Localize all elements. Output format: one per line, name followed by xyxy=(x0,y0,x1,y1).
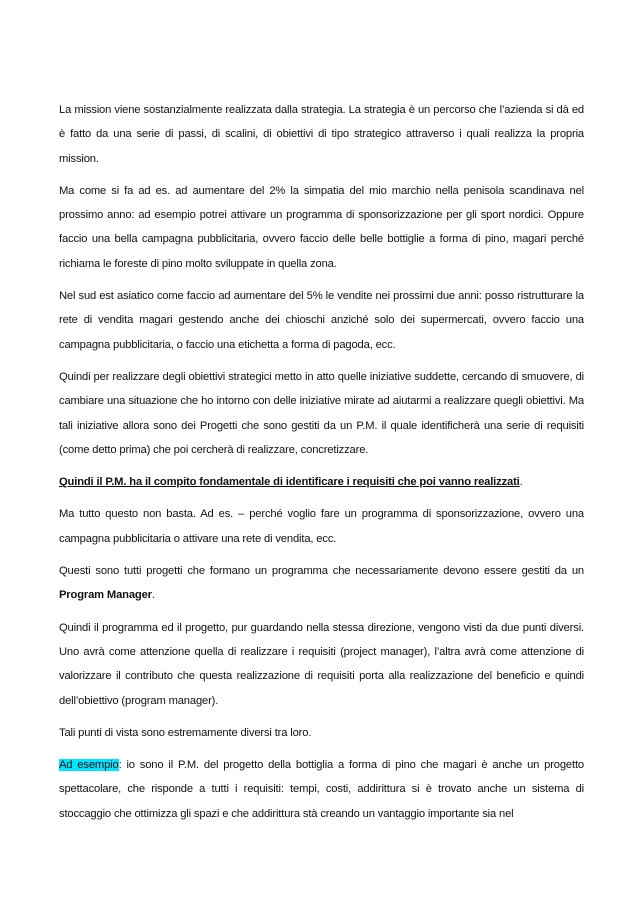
document-page xyxy=(59,98,584,834)
paragraph-1: La mission viene sostanzialmente realizzata dalla strategia. La strategia è un percorso che l’azienda si dà ed è fatto da una serie di passi, di scalini, di obiettivi di tipo strategico attraverso i quali realizza la propria mission. xyxy=(59,104,584,165)
paragraph-6: Ma tutto questo non basta. Ad es. – perché voglio fare un programma di sponsorizzazione, ovvero una campagna pubblicitaria o attivare una rete di vendita, ecc. xyxy=(59,508,584,545)
paragraph-5-end: . xyxy=(519,476,523,489)
paragraph-7 xyxy=(59,559,584,608)
paragraph-4: Quindi per realizzare degli obiettivi strategici metto in atto quelle iniziative suddette, cercando di smuovere, di cambiare una situazione che ho intorno con delle iniziative mirate ad aiutarmi a realizzare quegli obiettivi. Ma tali iniziative allora sono dei Progetti che sono gestiti da un P.M. il quale identificherà una serie di requisiti (come detto prima) che poi cercherà di realizzare, concretizzare. xyxy=(59,370,584,456)
highlighted-example-label: Ad esempio xyxy=(59,759,119,772)
paragraph-2: Ma come si fa ad es. ad aumentare del 2% la simpatia del mio marchio nella penisola scandinava nel prossimo anno: ad esempio potrei attivare un programma di sponsorizzazione per gli sport nordici. Oppure faccio una bella campagna pubblicitaria, ovvero faccio delle belle bottiglie a forma di pino, magari perché richiama le foreste di pino molto sviluppate in quella zona. xyxy=(59,184,584,270)
paragraph-10 xyxy=(59,753,584,826)
paragraph-7-end: . xyxy=(151,589,155,602)
paragraph-3: Nel sud est asiatico come faccio ad aumentare del 5% le vendite nei prossimi due anni: posso ristrutturare la rete di vendita magari gestendo anche dei chioschi anziché solo dei supermercati, ovvero faccio una campagna pubblicitaria, o faccio una etichetta a forma di pagoda, ecc. xyxy=(59,290,584,351)
program-manager-term: Program Manager xyxy=(59,589,152,602)
paragraph-7-start: Questi sono tutti progetti che formano un programma che necessariamente devono essere gestiti da un xyxy=(59,565,584,578)
paragraph-8: Quindi il programma ed il progetto, pur guardando nella stessa direzione, vengono visti da due punti diversi. Uno avrà come attenzione quella di realizzare i requisiti (project manager), l’altra avrà come attenzione di valorizzare il contributo che questa realizzazione di requisiti porta alla realizzazione del beneficio e quindi dell’obiettivo (program manager). xyxy=(59,621,584,707)
paragraph-9: Tali punti di vista sono estremamente diversi tra loro. xyxy=(59,726,312,739)
key-statement: Quindi il P.M. ha il compito fondamentale di identificare i requisiti che poi vanno realizzati xyxy=(59,476,520,489)
paragraph-5 xyxy=(59,470,584,494)
paragraph-10-rest: : io sono il P.M. del progetto della bottiglia a forma di pino che magari è anche un progetto spettacolare, che risponde a tutti i requisiti: tempi, costi, addirittura si è trovato anche un sistema di stoccaggio che ottimizza gli spazi e che addirittura stà creando un vantaggio importante sia nel xyxy=(59,759,584,820)
